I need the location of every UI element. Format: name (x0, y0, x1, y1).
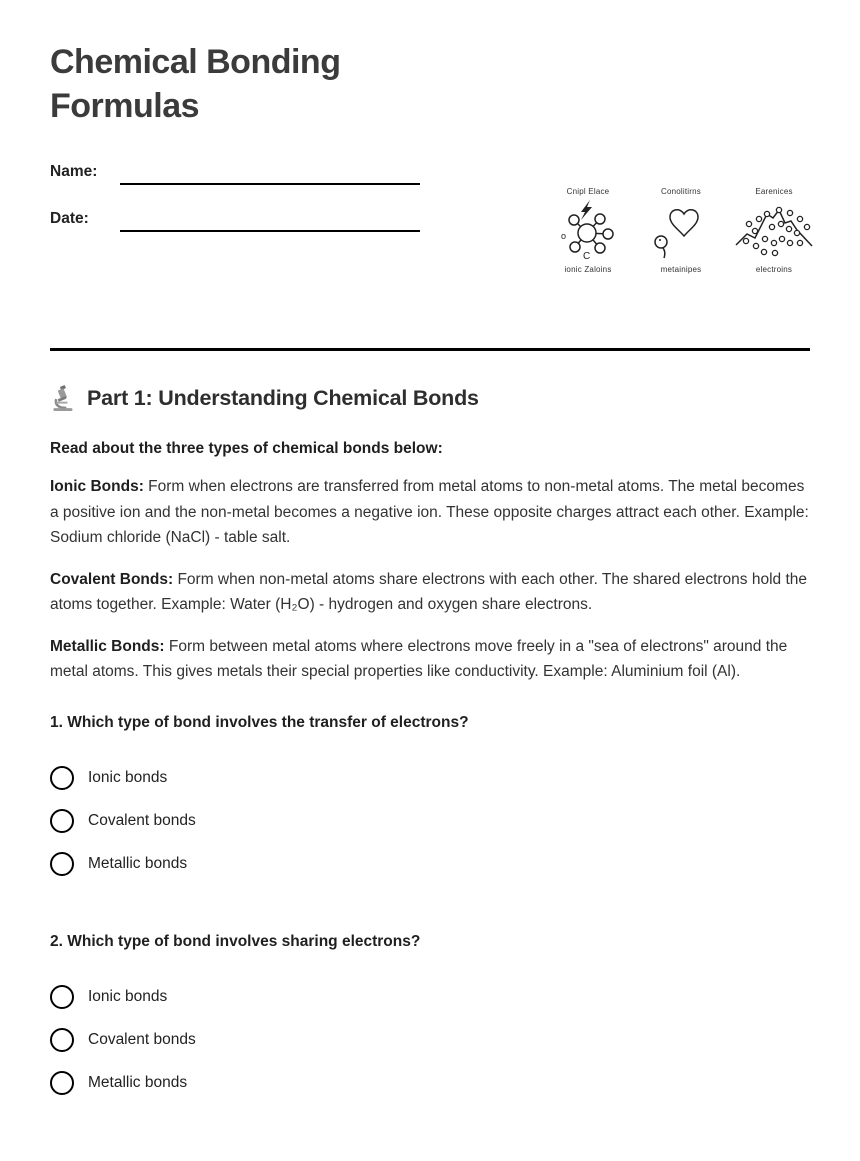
illustration-bottom-label: metainipes (660, 265, 702, 274)
illustration-bottom-label: ionic Zaloins (564, 265, 612, 274)
part1-intro: Read about the three types of chemical bonds below: (50, 440, 443, 457)
question-2-prompt: 2. Which type of bond involves sharing electrons? (50, 932, 421, 950)
illustration-top-label: Earenices (755, 187, 793, 196)
ionic-bonds-term: Ionic Bonds: (50, 478, 144, 495)
q2-option-metallic[interactable] (50, 1071, 810, 1095)
q2-option-covalent[interactable] (50, 1028, 810, 1052)
q1-option-ionic[interactable] (50, 766, 810, 790)
microscope-icon (50, 385, 77, 412)
metallic-bonds-term: Metallic Bonds: (50, 637, 165, 655)
q2-radio-covalent[interactable] (50, 1028, 74, 1052)
date-label: Date: (50, 210, 89, 227)
part1-title: Part 1: Understanding Chemical Bonds (87, 386, 479, 410)
date-input-line[interactable] (120, 208, 420, 232)
page-title: Chemical Bonding Formulas (50, 43, 341, 125)
illustration-bottom-label: electroins (755, 265, 793, 274)
illustration-ionic (545, 187, 631, 274)
covalent-bonds-term: Covalent Bonds: (50, 570, 174, 588)
q2-radio-ionic[interactable] (50, 985, 74, 1009)
q2-option-label: Metallic bonds (88, 1073, 188, 1091)
q1-option-metallic[interactable] (50, 852, 810, 876)
lightning-bolt-icon (581, 200, 592, 220)
illustration-top-label: Cnipl Elace (566, 187, 610, 196)
section-divider (50, 348, 810, 351)
q1-radio-covalent[interactable] (50, 809, 74, 833)
question-2-options (50, 985, 810, 1095)
svg-text:C: C (583, 251, 591, 261)
q1-radio-ionic[interactable] (50, 766, 74, 790)
svg-text:o: o (561, 231, 567, 241)
name-label: Name: (50, 163, 98, 180)
question-1-options (50, 766, 810, 876)
illustration-metallic (731, 187, 817, 274)
ionic-molecule-icon (557, 199, 619, 261)
q1-option-label: Covalent bonds (88, 811, 196, 829)
q2-radio-metallic[interactable] (50, 1071, 74, 1095)
part1-heading (50, 385, 810, 412)
covalent-bonds-paragraph (50, 567, 810, 618)
ionic-bonds-paragraph (50, 474, 810, 551)
ionic-bonds-text: Form when electrons are transferred from metal atoms to non-metal atoms. The metal becomes a positive ion and the non-metal becomes a negative ion. These opposite charges attract each other. Example: Sodium chloride (NaCl) - table salt. (50, 478, 809, 546)
electron-sea-icon (734, 199, 814, 261)
header-illustrations (545, 187, 817, 274)
q2-option-label: Covalent bonds (88, 1030, 196, 1048)
heart-balloon-icon (650, 199, 712, 261)
q1-option-label: Ionic bonds (88, 768, 168, 786)
q2-option-label: Ionic bonds (88, 987, 168, 1005)
name-field-row (50, 158, 810, 185)
covalent-bonds-text: Form when non-metal atoms share electrons with each other. The shared electrons hold the atoms together. Example: Water (H₂O) - hydrogen and oxygen share electrons. (50, 570, 807, 613)
q1-option-label: Metallic bonds (88, 854, 188, 872)
q1-option-covalent[interactable] (50, 809, 810, 833)
q1-radio-metallic[interactable] (50, 852, 74, 876)
illustration-covalent (638, 187, 724, 274)
name-input-line[interactable] (120, 161, 420, 185)
q2-option-ionic[interactable] (50, 985, 810, 1009)
metallic-bonds-text: Form between metal atoms where electrons move freely in a "sea of electrons" around the metal atoms. This gives metals their special properties like conductivity. Example: Aluminium foil (Al). (50, 637, 788, 680)
metallic-bonds-paragraph (50, 634, 810, 685)
illustration-top-label: Conolitirns (661, 187, 701, 196)
question-1-prompt: 1. Which type of bond involves the transfer of electrons? (50, 713, 469, 731)
